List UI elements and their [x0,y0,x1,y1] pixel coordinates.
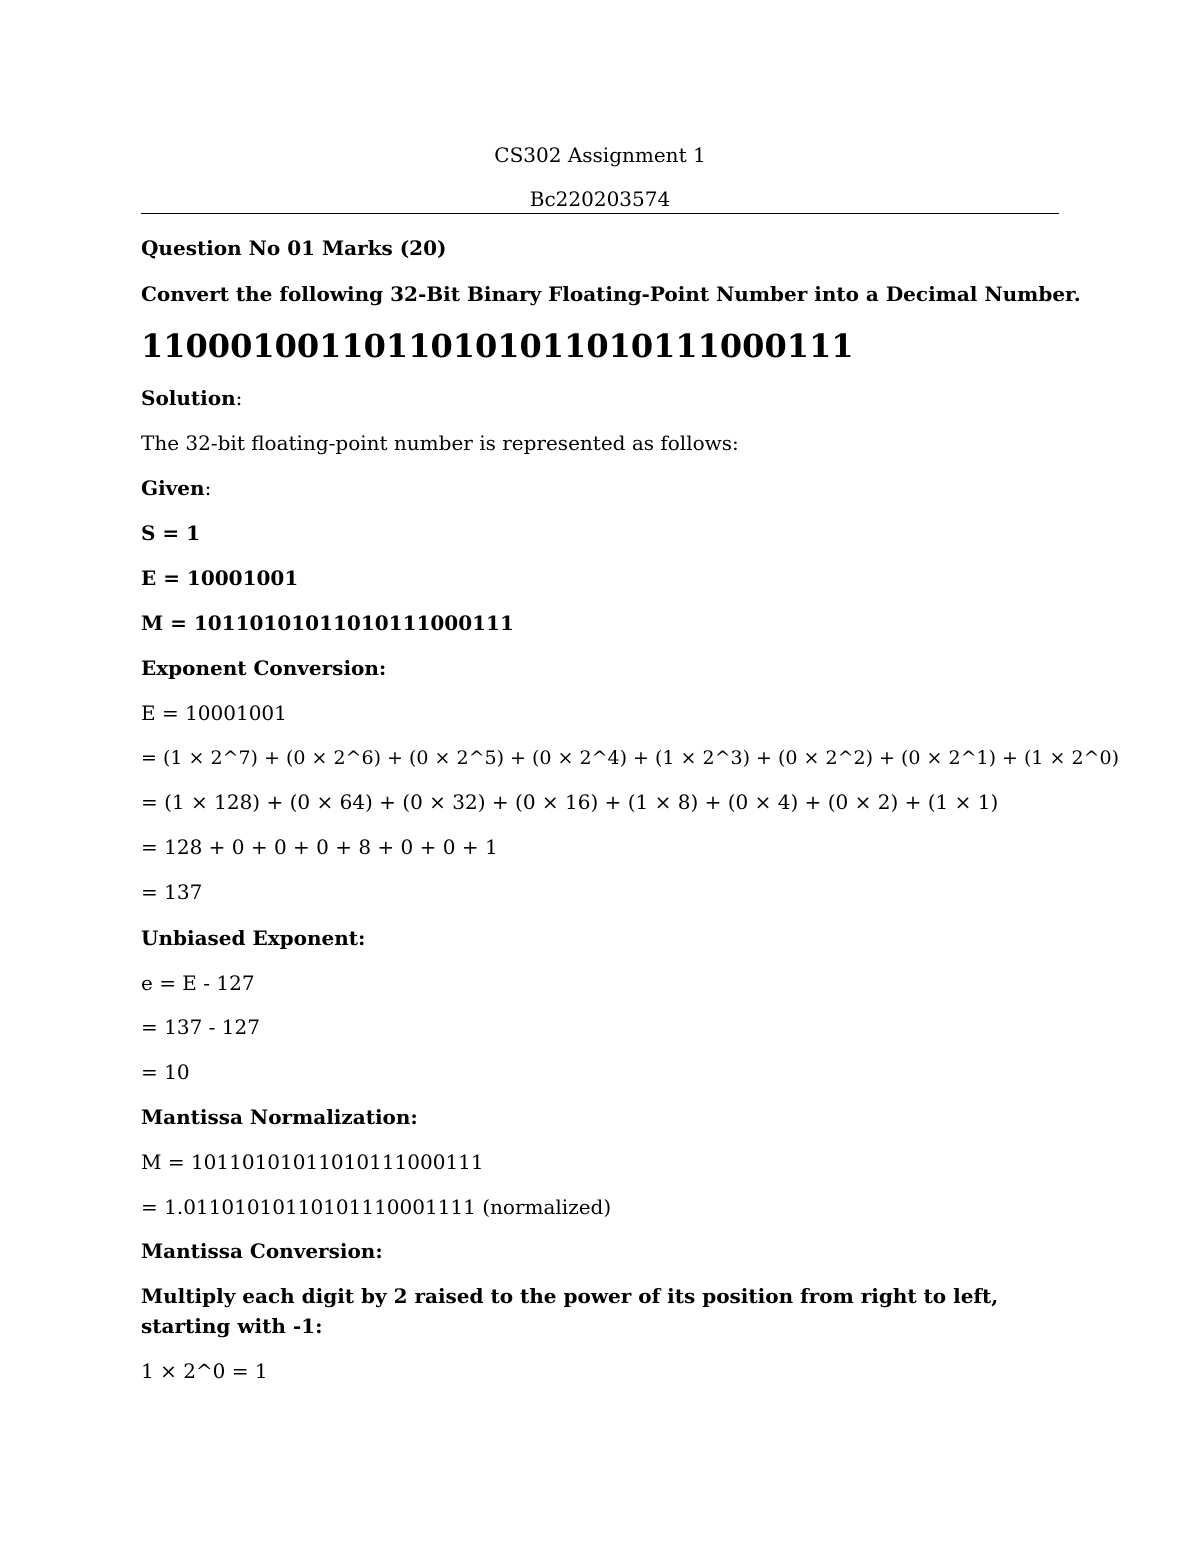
exponent-conversion-heading: Exponent Conversion: [141,656,387,680]
given-label: Given [141,476,205,500]
mantissa-normalization-line: = 1.01101010110101110001111 (normalized) [141,1195,612,1219]
unbiased-exponent-line: e = E - 127 [141,971,255,995]
unbiased-exponent-heading: Unbiased Exponent: [141,926,366,950]
question-instruction: Convert the following 32-Bit Binary Floating-Point Number into a Decimal Number. [141,282,1081,306]
student-id: Bc220203574 [529,187,671,211]
mantissa-conversion-line: 1 × 2^0 = 1 [141,1359,268,1383]
exponent-conversion-line: E = 10001001 [141,701,287,725]
mantissa-conversion-heading: Mantissa Conversion: [141,1239,383,1263]
solution-intro: The 32-bit floating-point number is represented as follows: [141,431,739,455]
sign-bit: S = 1 [141,521,201,545]
unbiased-exponent-line: = 137 - 127 [141,1015,260,1039]
question-heading: Question No 01 Marks (20) [141,236,447,260]
document-title: CS302 Assignment 1 [494,143,706,167]
mantissa-normalization-heading: Mantissa Normalization: [141,1105,418,1129]
mantissa-normalization-line: M = 10110101011010111000111 [141,1150,484,1174]
exponent-conversion-line: = (1 × 128) + (0 × 64) + (0 × 32) + (0 × 16) + (1 × 8) + (0 × 4) + (0 × 2) + (1 × 1) [141,790,999,814]
given-label-suffix: : [204,476,212,500]
header-divider [141,213,1059,214]
mantissa-bits: M = 10110101011010111000111 [141,611,514,635]
unbiased-exponent-line: = 10 [141,1060,190,1084]
solution-label: Solution [141,386,236,410]
mantissa-conversion-instruction: Multiply each digit by 2 raised to the power of its position from right to left, starting with -1: [141,1284,999,1338]
solution-label-suffix: : [235,386,243,410]
solution-label-line [141,386,242,410]
exponent-conversion-line: = 128 + 0 + 0 + 0 + 8 + 0 + 0 + 1 [141,835,498,859]
exponent-bits: E = 10001001 [141,566,299,590]
exponent-conversion-line: = 137 [141,880,203,904]
binary-number: 11000100110110101011010111000111 [141,327,854,365]
exponent-conversion-line: = (1 × 2^7) + (0 × 2^6) + (0 × 2^5) + (0 × 2^4) + (1 × 2^3) + (0 × 2^2) + (0 × 2^1) + (1 × 2^0) [141,747,1120,769]
given-label-line [141,476,211,500]
